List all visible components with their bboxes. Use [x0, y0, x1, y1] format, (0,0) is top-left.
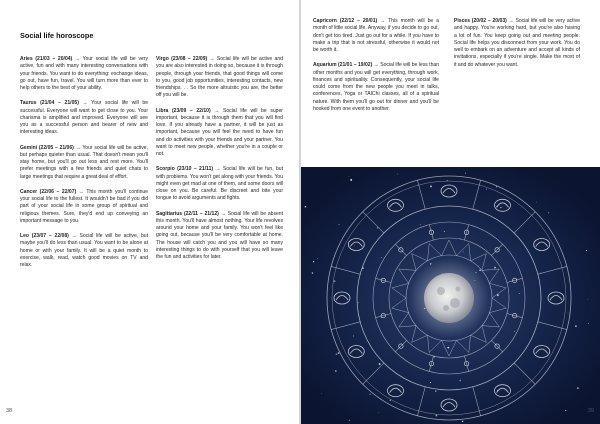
sign-text: → This month you'll continue your social life to the fullest. It wouldn't be bad if you did part of your social life in some group of spiritual and religious themes. Sure, they'd end up conveying an important message to you. — [20, 188, 148, 224]
horoscope-entry-scorpio — [156, 166, 283, 202]
sign-text: → Your social life will be active, but perhaps quieter than usual. That doesn't mean you'll stay home, but you'll go out less and rest more. You'll prefer meetings with a few friends and quiet chats to large meetings that require a great deal of effort. — [20, 144, 148, 180]
sign-heading: Capricorn (22/12 – 20/01) — [313, 18, 378, 24]
horoscope-entry-sagittarius — [156, 211, 283, 262]
horoscope-entry-leo — [20, 233, 148, 269]
sign-text: → Social life will be very active and happy. You're working hard, but you're also having a lot of fun. You keep going out and meeting people. Social life helps you disconnect from your work. You do well to embark on an adventure and accept all kinds of invitations, especially if you're single. Make the most of it and do whatever you want. — [454, 18, 581, 68]
sign-text: → Your social life will be successful. Everyone will want to get close to you. Your charisma is amplified and improved. Everyone will see you as a successful person and bearer of new and interesting ideas. — [20, 100, 148, 136]
horoscope-entry-aquarius — [313, 62, 439, 113]
horoscope-entry-cancer — [20, 189, 148, 225]
left-page — [0, 0, 299, 424]
horoscope-entry-taurus — [20, 100, 148, 136]
right-page — [301, 0, 600, 424]
sign-heading: Virgo (23/08 – 22/09) — [156, 56, 208, 62]
horoscope-entry-virgo — [156, 56, 283, 100]
sign-text: → Social life will be active, but maybe you'll do less than usual. You want to be alone at home or with your family. It will be a quiet month to exercise, walk, read, watch good movies on TV and relax. — [20, 233, 148, 268]
horoscope-entry-libra — [156, 108, 283, 159]
page-number: 39 — [587, 408, 594, 414]
sign-text: → Social life will be fun, but with problems. You won't get along with your friends. You might even get mad at one of them, and some doors will close on you. Be careful. Be discreet and bite your tongue to avoid arguments and fights. — [156, 166, 283, 202]
horoscope-column-3 — [313, 18, 439, 121]
sign-heading: Cancer (22/06 – 22/07) — [20, 188, 77, 195]
page-number: 38 — [6, 408, 13, 414]
sign-heading: Taurus (21/04 – 21/05) — [20, 100, 79, 107]
sign-heading: Aquarium (21/01 – 19/02) — [313, 62, 373, 69]
sign-text: → Social life will be less than other months and you will get everything, through work, finances and spirituality. Consequently, your social life could come from the new people you meet in talks, conferences, Yoga or TAIChi classes, all of a spiritual nature. With them you'll go out for dinner and you'll be hooked from one event to another. — [313, 62, 439, 112]
sign-heading: Sagittarius (22/11 – 21/12) — [156, 210, 219, 217]
horoscope-column-1 — [20, 56, 148, 277]
horoscope-entry-pisces — [454, 18, 580, 69]
zodiac-wheel-illustration — [301, 167, 600, 424]
sign-heading: Scorpio (23/10 – 21/11) — [156, 166, 214, 173]
sign-text: → Your social life will be very active, fun and with many interesting conversations with your friends. You want to do everything: exchange ideas, go out, have fun, travel. You will turn more than ever to help others to the best of your ability. — [20, 56, 148, 91]
sign-text: → Social life will be active and you are also interested in doing so, because it is through people, through your friends, that good things will come to you, good job opportunities, interesting contacts, new friendships. . . So the more altruistic you are, the better off you will be. — [156, 56, 283, 99]
sign-heading: Leo (23/07 – 22/08) — [20, 233, 69, 239]
sign-text: → Social life will be absent this month. You'll have almost nothing. Your life revolves around your home and your family. You won't feel like going out, because you'll be very comfortable at home. The house will catch you and you will have so many interesting things to do with yourself that you will leave the fun and activities for later. — [156, 210, 284, 260]
sign-heading: Aries (21/03 – 20/04) — [20, 56, 73, 62]
horoscope-entry-capricorn — [313, 18, 439, 54]
sign-heading: Pisces (20/02 – 20/03) — [454, 18, 507, 24]
sign-text: → Social life will be super important, because it is through them that you will find love. If you already have a partner, it will be just as important, because you will feel the need to have fun and do activities with your friends and your partner. You want to meet new people, whether you're in a couple or not. — [156, 107, 283, 157]
zodiac-wheel-graphic — [301, 167, 600, 424]
horoscope-column-4 — [454, 18, 580, 77]
page-title: Social life horoscope — [20, 31, 94, 40]
horoscope-entry-gemini — [20, 145, 148, 181]
full-moon — [424, 273, 474, 323]
sign-heading: Libra (23/09 – 22/10) — [156, 107, 211, 114]
sign-heading: Gemini (22/05 – 21/06) — [20, 144, 74, 151]
horoscope-column-2 — [156, 56, 283, 269]
horoscope-entry-aries — [20, 56, 148, 92]
sign-text: → This month will be a month of little social life. Anyway, if you decide to go out, don't get too tired. Just go out for a while. If you have to make a trip that is not stressful, otherwise it would not be worth it. — [313, 18, 439, 53]
